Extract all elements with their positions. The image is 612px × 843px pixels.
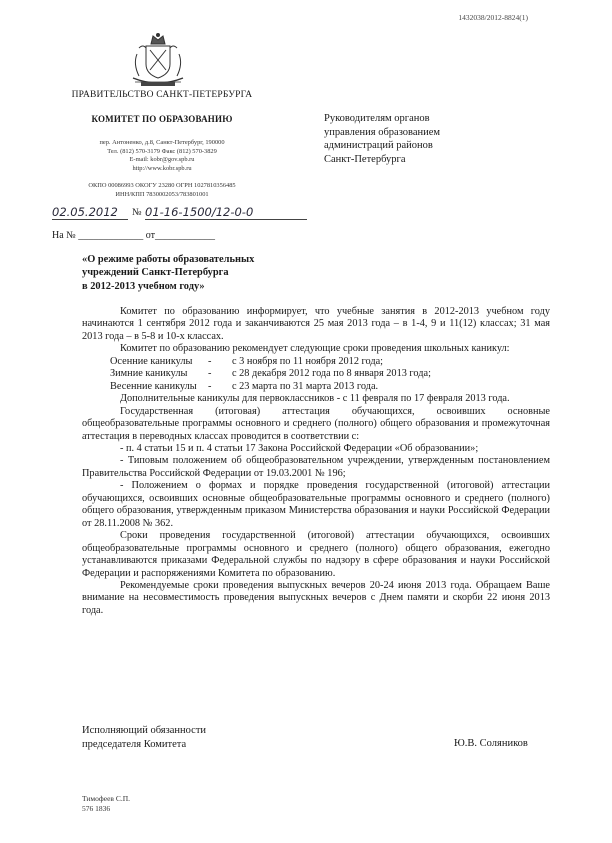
registration-date: 02.05.2012 xyxy=(52,205,128,220)
paragraph: Дополнительные каникулы для первоклассников - с 11 февраля по 17 февраля 2013 года. xyxy=(120,393,510,405)
recipient-line: управления образованием xyxy=(324,126,441,138)
email-line: E-mail: kobr@gov.spb.ru xyxy=(129,156,195,164)
holiday-name: Весенние каникулы xyxy=(110,380,197,392)
holiday-dates: с 28 декабря 2012 года по 8 января 2013 года; xyxy=(232,368,431,380)
holiday-dash: - xyxy=(208,368,212,380)
executor-info xyxy=(82,794,130,813)
holiday-dash: - xyxy=(208,355,212,367)
recipient-block xyxy=(324,112,534,166)
holiday-row xyxy=(82,368,550,380)
inn-line: ИНН/КПП 7830002053/783801001 xyxy=(115,190,209,198)
reply-reference-line: На № _____________ от____________ xyxy=(52,230,215,241)
registration-line xyxy=(52,205,312,225)
subject-line: в 2012-2013 учебном году» xyxy=(82,280,205,292)
signature-title xyxy=(82,724,206,752)
number-sign: № xyxy=(132,207,142,218)
list-item: - Типовым положением об общеобразовательном учреждении, утвержденным постановлением Правительства Российской Федерации от 19.03.2001 № 196; xyxy=(82,455,550,479)
signature-title-line: Исполняющий обязанности xyxy=(82,725,207,736)
committee-name: КОМИТЕТ ПО ОБРАЗОВАНИЮ xyxy=(91,114,233,124)
website-line: http://www.kobr.spb.ru xyxy=(132,164,192,172)
paragraph: Комитет по образованию рекомендует следующие сроки проведения школьных каникул: xyxy=(120,343,510,355)
list-item: - п. 4 статьи 15 и п. 4 статьи 17 Закона Российской Федерации «Об образовании»; xyxy=(120,442,479,454)
government-name: ПРАВИТЕЛЬСТВО САНКТ-ПЕТЕРБУРГА xyxy=(71,90,253,100)
document-number: 1432038/2012-8824(1) xyxy=(458,13,528,22)
holiday-name: Зимние каникулы xyxy=(110,368,188,380)
holiday-dates: с 23 марта по 31 марта 2013 года. xyxy=(232,380,379,392)
recipient-line: Санкт-Петербурга xyxy=(324,153,406,165)
paragraph: Государственная (итоговая) аттестация обучающихся, освоивших основные общеобразовательные программы основного и среднего (полного) общего образования и промежуточная аттестация в переводных классах проводится в соответствии с: xyxy=(82,405,550,442)
phone-line: Тел. (812) 570-3179 Факс (812) 570-3829 xyxy=(107,147,217,155)
holiday-row xyxy=(82,381,550,393)
registration-number: 01-16-1500/12-0-0 xyxy=(145,205,307,220)
recipient-line: Руководителям органов xyxy=(324,113,430,124)
holiday-name: Осенние каникулы xyxy=(110,355,193,367)
coat-of-arms-icon xyxy=(127,32,189,88)
paragraph: Комитет по образованию информирует, что учебные занятия в 2012-2013 учебном году начинаются 1 сентября 2012 года и заканчиваются 25 мая 2013 года – в 1-4, 9 и 11(12) классах; 31 мая 2013 года – в 5-8 и 10-х классах. xyxy=(82,306,550,342)
paragraph: Сроки проведения государственной (итоговой) аттестации обучающихся, освоивших общеобразовательные программы основного и среднего (полного) общего образования, ежегодно устанавливаются приказами Федеральной службы по надзору в сфере образования и науки Российской Федерации и распоряжениями Комитета по образованию. xyxy=(82,530,550,579)
holiday-row xyxy=(82,356,550,368)
address-line: пер. Антоненко, д.8, Санкт-Петербург, 190000 xyxy=(99,139,225,146)
holiday-dates: с 3 ноября по 11 ноября 2012 года; xyxy=(232,355,384,367)
executor-name: Тимофеев С.П. xyxy=(82,794,131,803)
committee-address xyxy=(63,139,261,173)
list-item: - Положением о формах и порядке проведения государственной (итоговой) аттестации обучающихся, освоивших основные общеобразовательные программы основного и среднего (полного) общего образования, утвержденным приказом Министерства образования и науки Российской Федерации от 28.11.2008 № 362. xyxy=(82,480,550,529)
signature-title-line: председателя Комитета xyxy=(82,739,187,750)
registration-codes xyxy=(63,182,261,200)
executor-phone: 576 1836 xyxy=(82,803,111,813)
subject-line: учреждений Санкт-Петербурга xyxy=(82,267,229,279)
recipient-line: администраций районов xyxy=(324,140,433,152)
letter-subject xyxy=(82,253,342,293)
holiday-dash: - xyxy=(208,380,212,392)
subject-line: «О режиме работы образовательных xyxy=(82,254,255,265)
paragraph: Рекомендуемые сроки проведения выпускных вечеров 20-24 июня 2013 года. Обращаем Ваше внимание на несовместимость проведения выпускных вечеров с Днем памяти и скорби 22 июня 2013 года. xyxy=(82,579,550,616)
letter-body xyxy=(82,306,550,617)
codes-line: ОКПО 00086993 ОКОГУ 23280 ОГРН 1027810356485 xyxy=(88,182,236,189)
signatory-name: Ю.В. Соляников xyxy=(454,738,528,749)
